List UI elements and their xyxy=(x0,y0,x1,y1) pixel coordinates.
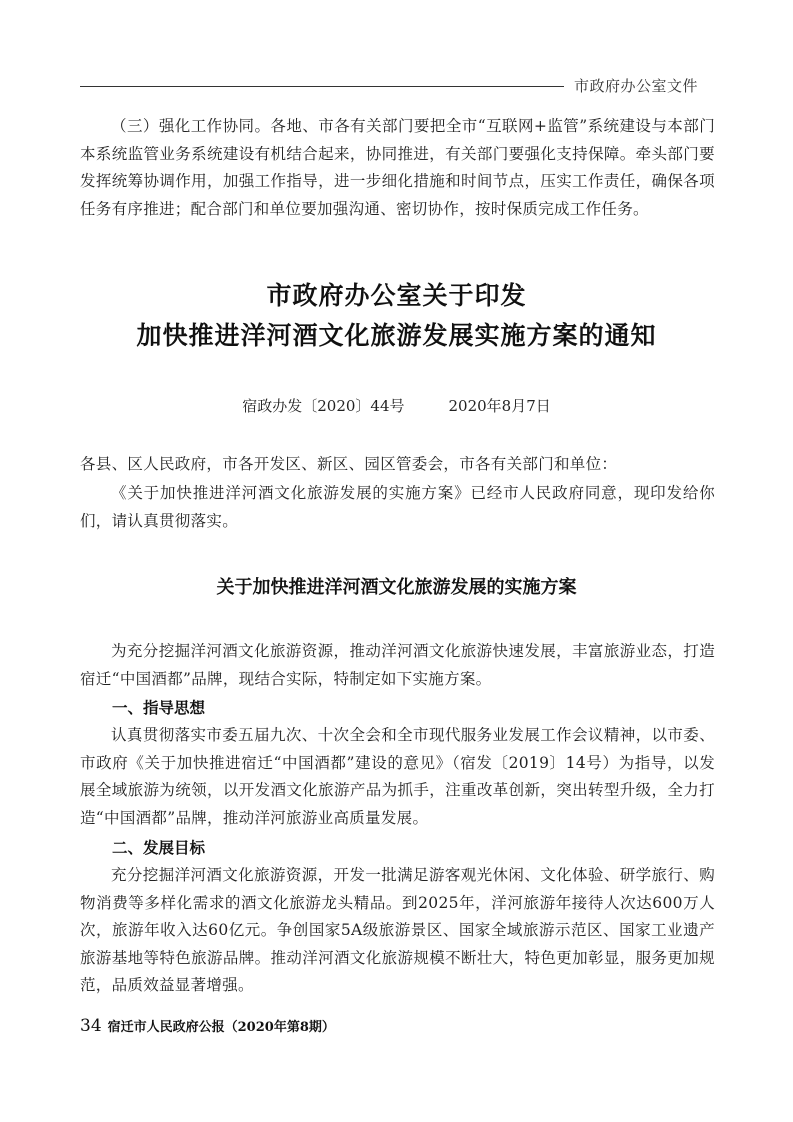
section1-text: 认真贯彻落实市委五届九次、十次全会和全市现代服务业发展工作会议精神，以市委、市政府《关于加快推进宿迁“中国酒都”建设的意见》（宿发〔2019〕14号）为指导，以发展全域旅游为统领，以开发酒文化旅游产品为抓手，注重改革创新，突出转型升级，全力打造“中国酒都”品牌，推动洋河旅游业高质量发展。 xyxy=(80,726,715,827)
publication-name: 宿迁市人民政府公报（2020年第8期） xyxy=(107,1020,335,1035)
section2-heading: 二、发展目标 xyxy=(112,839,206,857)
page-footer xyxy=(80,1016,335,1036)
page-number: 34 xyxy=(80,1016,102,1036)
prev-section-paragraph: （三）强化工作协同。各地、市各有关部门要把全市“互联网+监管”系统建设与本部门本系统监管业务系统建设有机结合起来，协同推进，有关部门要强化支持保障。牵头部门要发挥统筹协调作用，加强工作指导，进一步细化措施和时间节点，压实工作责任，确保各项任务有序推进；配合部门和单位要加强沟通、密切协作，按时保质完成工作任务。 xyxy=(80,117,715,218)
header-label: 市政府办公室文件 xyxy=(574,77,699,95)
notice-body: 《关于加快推进洋河酒文化旅游发展的实施方案》已经市人民政府同意，现印发给你们，请认真贯彻落实。 xyxy=(80,484,715,530)
plan-intro: 为充分挖掘洋河酒文化旅游资源，推动洋河酒文化旅游快速发展，丰富旅游业态，打造宿迁“中国酒都”品牌，现结合实际，特制定如下实施方案。 xyxy=(80,642,715,688)
plan-title: 关于加快推进洋河酒文化旅游发展的实施方案 xyxy=(216,577,577,598)
header-rule xyxy=(80,86,564,87)
doc-number: 宿政办发〔2020〕44号 xyxy=(242,397,405,415)
doc-number-line xyxy=(0,395,793,416)
doc-date: 2020年8月7日 xyxy=(448,397,551,415)
notice-title-line1: 市政府办公室关于印发 xyxy=(266,281,527,310)
addressee: 各县、区人民政府，市各开发区、新区、园区管委会，市各有关部门和单位： xyxy=(80,455,618,473)
section2-text: 充分挖掘洋河酒文化旅游资源，开发一批满足游客观光休闲、文化体验、研学旅行、购物消费等多样化需求的酒文化旅游龙头精品。到2025年，洋河旅游年接待人次达600万人次，旅游年收入达60亿元。争创国家5A级旅游景区、国家全域旅游示范区、国家工业遗产旅游基地等特色旅游品牌。推动洋河酒文化旅游规模不断壮大，特色更加彰显，服务更加规范，品质效益显著增强。 xyxy=(80,866,715,995)
section1-heading: 一、指导思想 xyxy=(112,699,206,717)
notice-title-line2: 加快推进洋河酒文化旅游发展实施方案的通知 xyxy=(136,321,657,350)
